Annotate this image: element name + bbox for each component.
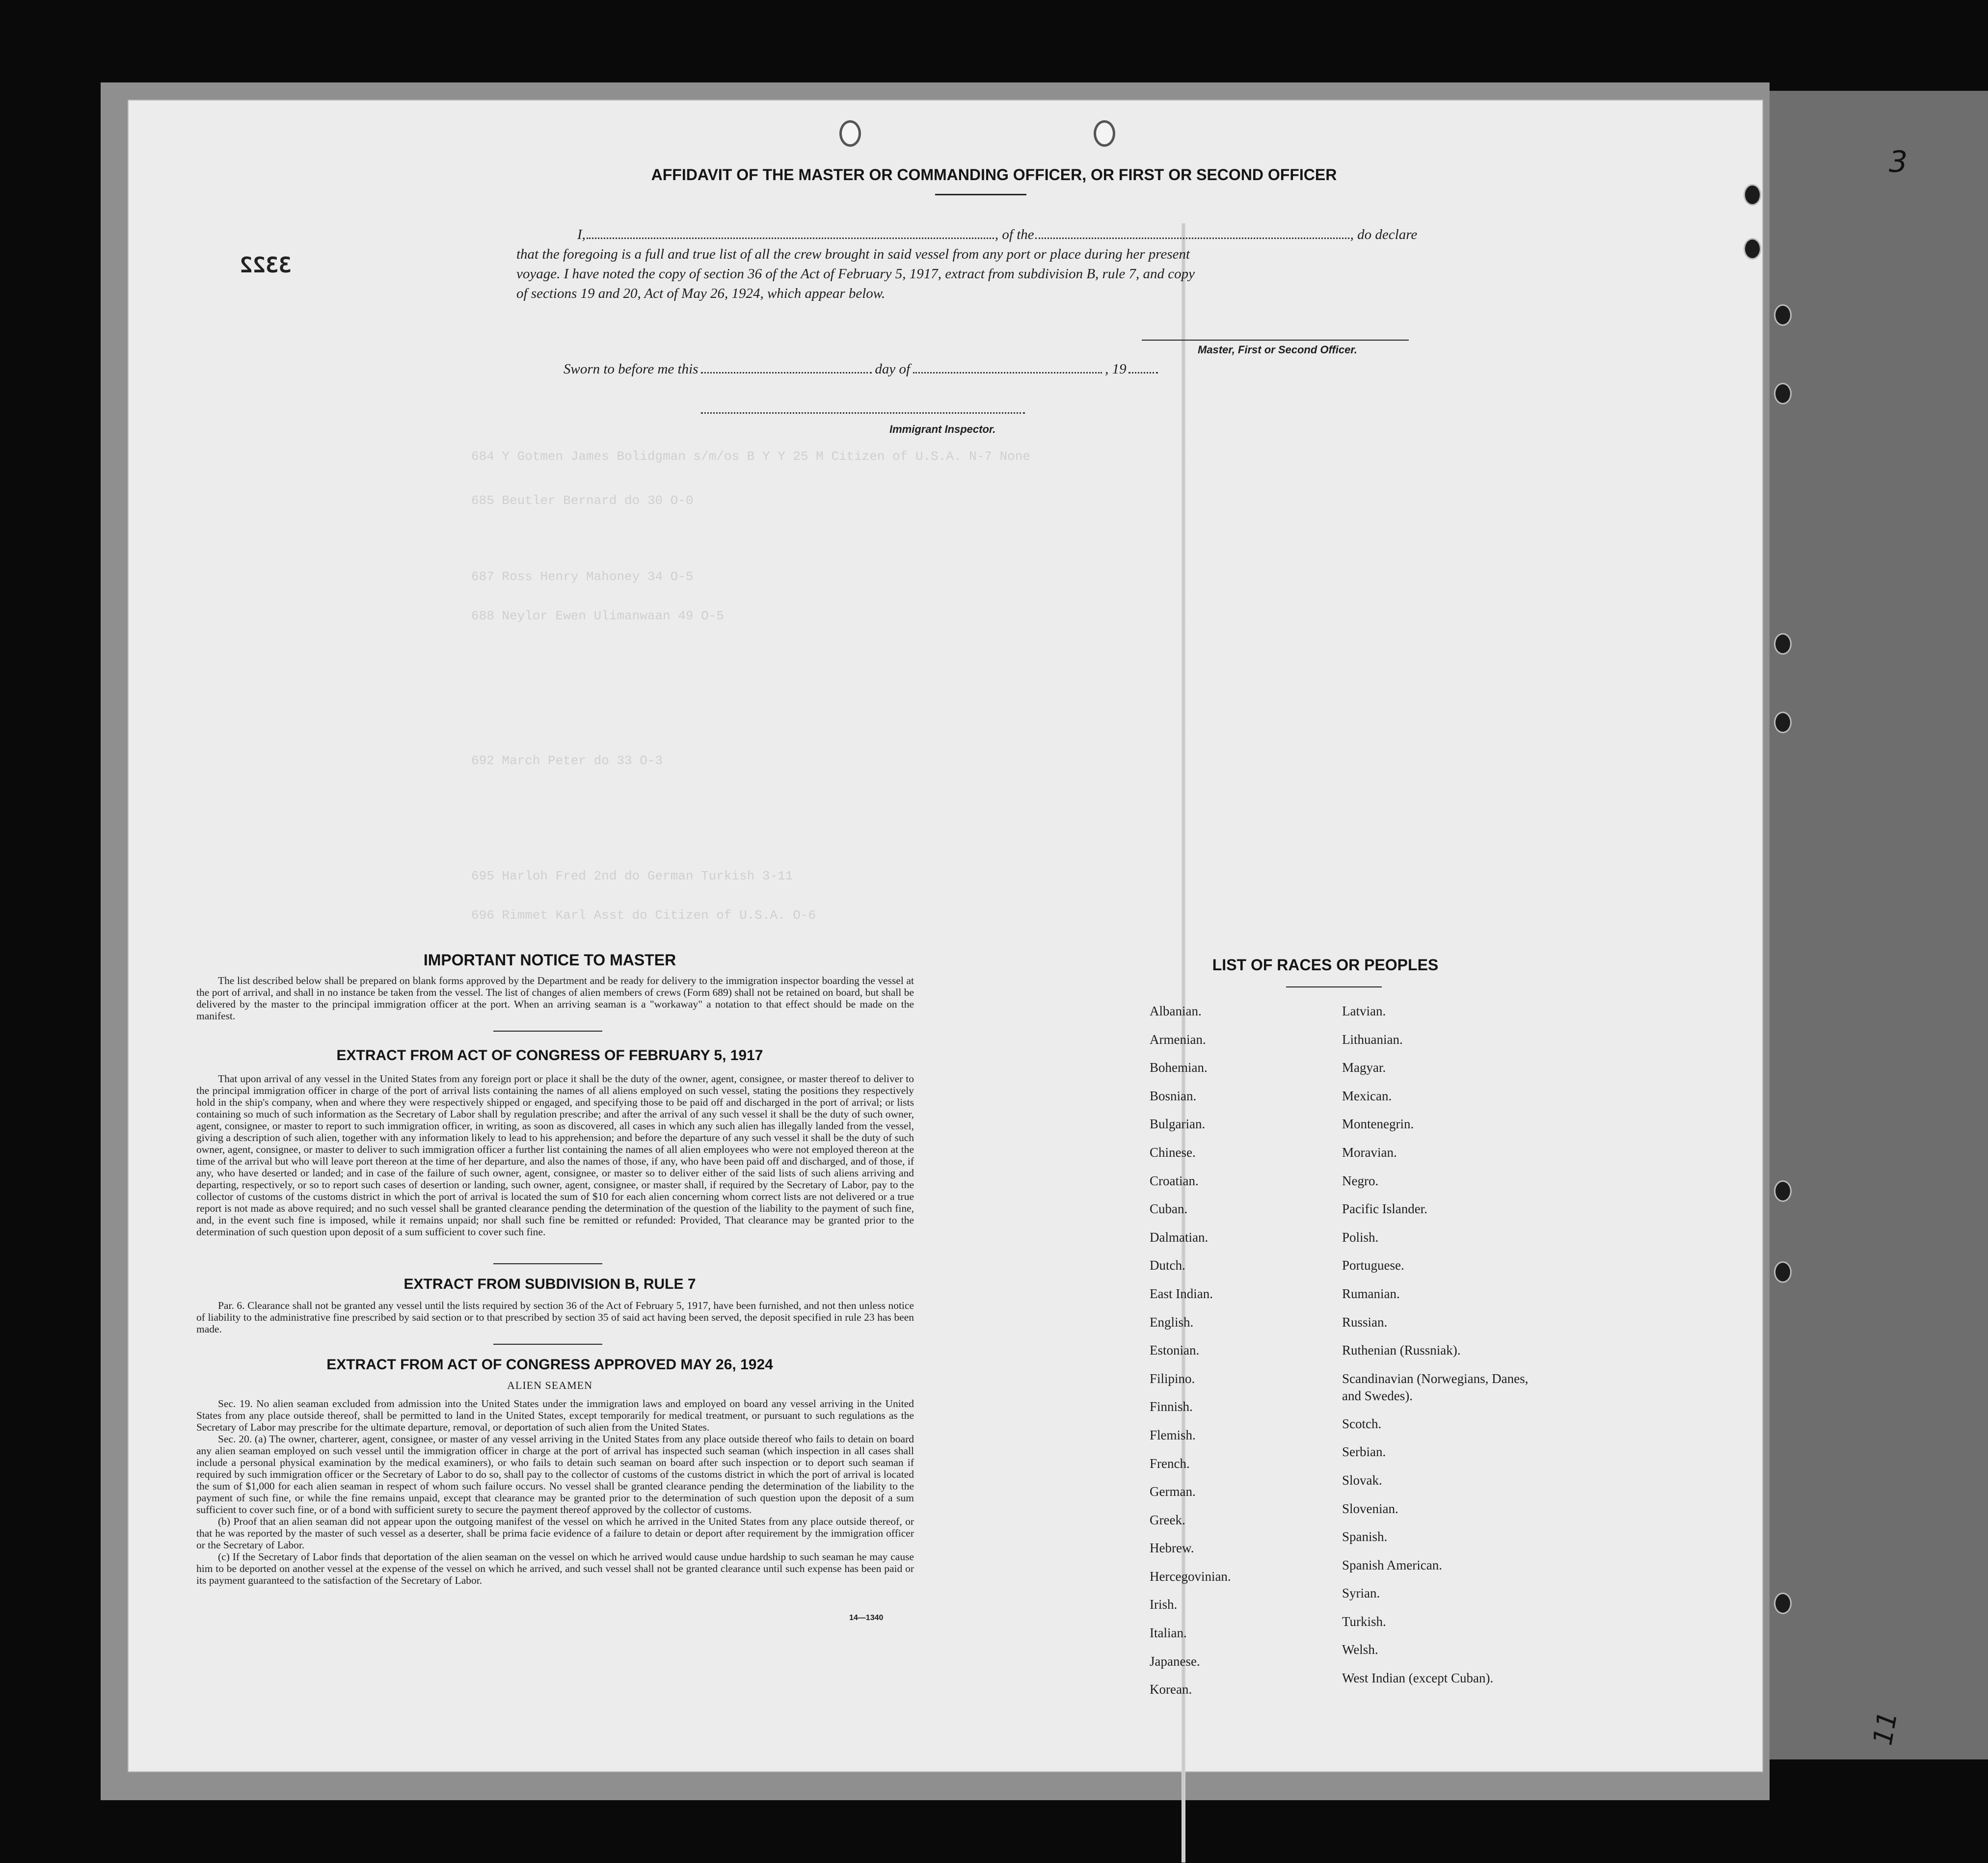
margin-stamp: 3322: [240, 253, 292, 278]
punch-hole-icon: [839, 120, 861, 147]
race-item: Filipino.: [1150, 1371, 1195, 1386]
sec-36-paragraph: That upon arrival of any vessel in the United States from any foreign port or place it shall be the duty of the owner, agent, consignee, or master thereof to deliver to the principal immigration officer in charge of the port of arrival lists containing the names of all aliens employed on such vessel, stating the positions they respectively hold in the ship's company, when and where they were respectively shipped or engaged, and specifying those to be paid off and discharged in the port of arrival; or lists containing so much of such information as the Secretary of Labor shall by regulation prescribe; and after the arrival of any such vessel it shall be the duty of such owner, agent, consignee, or master to report to such immigration officer, in writing, as soon as discovered, all cases in which any such alien has illegally landed from the vessel, giving a description of such alien, together with any information likely to lead to his apprehension; and before the departure of any such vessel it shall be the duty of such owner, agent, consignee, or master to deliver to such immigration officer a further list containing the names of all alien employees who were not employed thereon at the time of the arrival but who will leave port thereon at the time of her departure, and also the names of those, if any, who have been paid off and discharged, and of those, if any, who have deserted or landed; and in case of the failure of such owner, agent, consignee, or master so to deliver either of the said lists of such aliens arriving and departing, respectively, or so to report such cases of desertion or landing, such owner, agent, consignee, or master shall, if required by the Secretary of Labor, pay to the collector of customs of the customs district in which the port of arrival is located the sum of $10 for each alien concerning whom correct lists are not delivered or a true report is not made as above required; and no such vessel shall be granted clearance pending the determination of the question of the liability to the payment of such fine, and, in the event such fine is imposed, while it remains unpaid; nor shall such fine be remitted or refunded: Provided, That clearance may be granted prior to the determination of such question upon deposit of a sum sufficient to cover such fine.: [196, 1073, 914, 1238]
race-item: Irish.: [1150, 1597, 1178, 1612]
title-underline: [935, 194, 1026, 195]
sworn-label: Sworn to before me this: [564, 361, 698, 377]
race-item: Slovak.: [1342, 1472, 1382, 1488]
race-item: Hercegovinian.: [1150, 1569, 1231, 1584]
extract-1924-title: EXTRACT FROM ACT OF CONGRESS APPROVED MAY 26, 1924: [326, 1357, 773, 1373]
form-number: 14—1340: [849, 1614, 884, 1622]
of-the-label: , of the: [994, 227, 1034, 242]
race-item: Polish.: [1342, 1229, 1379, 1245]
race-item: Syrian.: [1342, 1586, 1380, 1601]
race-item: Negro.: [1342, 1173, 1379, 1188]
handwritten-page-number: 3: [1889, 145, 1908, 179]
race-item: Bulgarian.: [1150, 1117, 1206, 1132]
sec-20b-paragraph: (b) Proof that an alien seaman did not appear upon the outgoing manifest of the vessel on which he arrived in the United States from any place outside thereof, or that he was reported by the master of such vessel as a deserter, shall be prima facie evidence of a failure to detain or deport after requirement by the immigration officer or the Secretary of Labor.: [196, 1516, 914, 1551]
race-item: Albanian.: [1150, 1004, 1202, 1018]
bleed-through: 696 Rimmet Karl Asst do Citizen of U.S.A. O-6: [471, 908, 816, 923]
race-item: Bosnian.: [1150, 1088, 1197, 1103]
extract-1917-text: [196, 1073, 914, 1238]
handwritten-note: 11: [1867, 1709, 1904, 1748]
race-item: Turkish.: [1342, 1614, 1386, 1629]
race-item: Korean.: [1150, 1682, 1192, 1697]
race-item: Russian.: [1342, 1314, 1388, 1330]
binder-hole-icon: [1774, 1180, 1792, 1202]
binder-hole-icon: [1744, 184, 1761, 206]
bleed-through: 685 Beutler Bernard do 30 O-0: [471, 493, 694, 508]
affidavit-title: AFFIDAVIT OF THE MASTER OR COMMANDING OFFICER, OR FIRST OR SECOND OFFICER: [651, 166, 1337, 184]
race-item: Hebrew.: [1150, 1541, 1194, 1556]
race-item: Spanish.: [1342, 1529, 1388, 1544]
day-of-label: day of: [875, 361, 911, 377]
race-item: Dalmatian.: [1150, 1229, 1209, 1245]
race-item: Armenian.: [1150, 1032, 1206, 1047]
race-item: Slovenian.: [1342, 1501, 1398, 1516]
divider: [1286, 986, 1382, 987]
sworn-line: [564, 361, 1158, 377]
extract-1924-text: [196, 1398, 914, 1586]
master-caption: Master, First or Second Officer.: [1198, 344, 1357, 356]
divider: [493, 1344, 602, 1345]
race-item: Montenegrin.: [1342, 1117, 1414, 1132]
alien-seamen-subtitle: ALIEN SEAMEN: [507, 1379, 592, 1391]
race-item: Italian.: [1150, 1625, 1187, 1641]
notice-title: IMPORTANT NOTICE TO MASTER: [423, 951, 676, 969]
race-item: French.: [1150, 1456, 1190, 1471]
inspector-signature-line[interactable]: [701, 412, 1025, 414]
sworn-year-field[interactable]: [1128, 372, 1158, 373]
sworn-day-field[interactable]: [701, 372, 872, 373]
affidavit-declaration: [516, 225, 1444, 303]
race-item: Pacific Islander.: [1342, 1201, 1427, 1217]
binder-hole-icon: [1774, 383, 1792, 404]
binder-hole-icon: [1774, 712, 1792, 733]
vessel-name-field[interactable]: [1035, 238, 1349, 239]
race-item: Serbian.: [1342, 1444, 1386, 1460]
race-item: Japanese.: [1150, 1653, 1200, 1669]
race-item: Welsh.: [1342, 1642, 1378, 1657]
bleed-through: 687 Ross Henry Mahoney 34 O-5: [471, 569, 694, 584]
affidavit-line-3: voyage. I have noted the copy of section 36 of the Act of February 5, 1917, extract from subdivision B, rule 7, and copy: [516, 266, 1195, 282]
bleed-through: 688 Neylor Ewen Ulimanwaan 49 O-5: [471, 609, 724, 623]
races-right-column: [1342, 997, 1548, 1693]
race-item: Lithuanian.: [1342, 1032, 1403, 1047]
master-signature-line[interactable]: [1142, 340, 1409, 341]
race-item: Croatian.: [1150, 1173, 1199, 1188]
race-item: Ruthenian (Russniak).: [1342, 1343, 1461, 1358]
notice-paragraph: The list described below shall be prepared on blank forms approved by the Department and be ready for delivery to the immigration inspector boarding the vessel at the port of arrival, and shall in no instance be taken from the vessel. The list of changes of alien members of crews (Form 689) shall not be retained on board, but shall be delivered by the master to the principal immigration officer at the port. When an arriving seaman is a "workaway" a notation to that effect should be made on the manifest.: [196, 975, 914, 1022]
year-label: , 19: [1105, 361, 1127, 377]
binder-hole-icon: [1774, 633, 1792, 655]
punch-hole-icon: [1094, 120, 1115, 147]
binder-hole-icon: [1744, 238, 1761, 260]
race-item: Scandinavian (Norwegians, Danes, and Swedes).: [1342, 1371, 1529, 1403]
race-item: West Indian (except Cuban).: [1342, 1671, 1494, 1686]
extract-1917-title: EXTRACT FROM ACT OF CONGRESS OF FEBRUARY 5, 1917: [336, 1047, 763, 1064]
par-6-paragraph: Par. 6. Clearance shall not be granted any vessel until the lists required by section 36 of the Act of February 5, 1917, have been furnished, and not then unless notice of liability to the administrative fine prescribed by said section or to that prescribed by section 35 of said act having been served, the deposit specified in rule 23 has been made.: [196, 1300, 914, 1335]
race-item: Chinese.: [1150, 1144, 1196, 1160]
affidavit-line-4: of sections 19 and 20, Act of May 26, 1924, which appear below.: [516, 286, 886, 301]
i-label: I,: [577, 227, 586, 242]
bleed-through: 695 Harloh Fred 2nd do German Turkish 3-11: [471, 869, 793, 883]
divider: [493, 1263, 602, 1264]
sec-19-paragraph: Sec. 19. No alien seaman excluded from admission into the United States under the immigration laws and employed on board any vessel arriving in the United States from any place outside thereof, shall be permitted to land in the United States, except temporarily for medical treatment, or pursuant to such regulations as the Secretary of Labor may prescribe for the ultimate departure, removal, or deportation of such alien from the United States.: [196, 1398, 914, 1433]
adjacent-page-edge: [1770, 91, 1988, 1759]
binder-hole-icon: [1774, 1261, 1792, 1283]
race-item: Cuban.: [1150, 1201, 1188, 1217]
inspector-caption: Immigrant Inspector.: [889, 423, 996, 435]
binder-hole-icon: [1774, 304, 1792, 326]
race-item: Greek.: [1150, 1512, 1185, 1527]
bleed-through: 684 Y Gotmen James Bolidgman s/m/os B Y Y 25 M Citizen of U.S.A. N-7 None: [471, 449, 1030, 464]
bleed-through: 692 March Peter do 33 O-3: [471, 753, 663, 768]
race-item: Dutch.: [1150, 1258, 1185, 1273]
race-item: Scotch.: [1342, 1416, 1382, 1431]
do-declare-label: , do declare: [1350, 227, 1418, 242]
race-item: Estonian.: [1150, 1343, 1200, 1358]
race-item: Finnish.: [1150, 1399, 1193, 1414]
notice-text: [196, 975, 914, 1022]
race-item: East Indian.: [1150, 1286, 1213, 1301]
rule-7-title: EXTRACT FROM SUBDIVISION B, RULE 7: [403, 1276, 696, 1292]
race-item: Rumanian.: [1342, 1286, 1400, 1301]
race-item: Latvian.: [1342, 1004, 1386, 1018]
sec-20a-paragraph: Sec. 20. (a) The owner, charterer, agent, consignee, or master of any vessel arriving in the United States from any place outside thereof who fails to detain on board any alien seaman employed on such vessel until the immigration officer in charge at the port of arrival has inspected such seaman (which inspection in all cases shall include a personal physical examination by the medical examiners), or who fails to detain such seaman on board after such inspection or to deport such seaman if required by such immigration officer or the Secretary of Labor to do so, shall pay to the collector of customs of the customs district in which the port of arrival is located the sum of $1,000 for each alien seaman in respect of whom such failure occurs. No vessel shall be granted clearance pending the determination of the liability to the payment of such fine, or while the fine remains unpaid, except that clearance may be granted prior to the determination of such question upon the deposit of a sum sufficient to cover such fine, or of a bond with sufficient surety to secure the payment thereof approved by the collector of customs.: [196, 1433, 914, 1516]
sec-20c-paragraph: (c) If the Secretary of Labor finds that deportation of the alien seaman on the vessel on which he arrived would cause undue hardship to such seaman he may cause him to be deported on another vessel at the expense of the vessel on which he arrived, and such vessel shall not be granted clearance until such expense has been paid or its payment guaranteed to the satisfaction of the Secretary of Labor.: [196, 1551, 914, 1586]
officer-name-field[interactable]: [587, 238, 994, 239]
races-title: LIST OF RACES OR PEOPLES: [1212, 956, 1439, 974]
race-item: Flemish.: [1150, 1427, 1196, 1442]
sworn-month-field[interactable]: [913, 372, 1102, 373]
race-item: Spanish American.: [1342, 1557, 1442, 1572]
divider: [493, 1031, 602, 1032]
rule-7-text: [196, 1300, 914, 1335]
affidavit-line-2: that the foregoing is a full and true list of all the crew brought in said vessel from any port or place during her present: [516, 246, 1190, 262]
race-item: Magyar.: [1342, 1060, 1386, 1075]
race-item: German.: [1150, 1484, 1196, 1499]
race-item: Moravian.: [1342, 1144, 1397, 1160]
race-item: Mexican.: [1342, 1088, 1392, 1103]
race-item: Portuguese.: [1342, 1258, 1404, 1273]
binder-hole-icon: [1774, 1593, 1792, 1614]
race-item: English.: [1150, 1314, 1194, 1330]
races-left-column: [1150, 997, 1231, 1704]
race-item: Bohemian.: [1150, 1060, 1208, 1075]
